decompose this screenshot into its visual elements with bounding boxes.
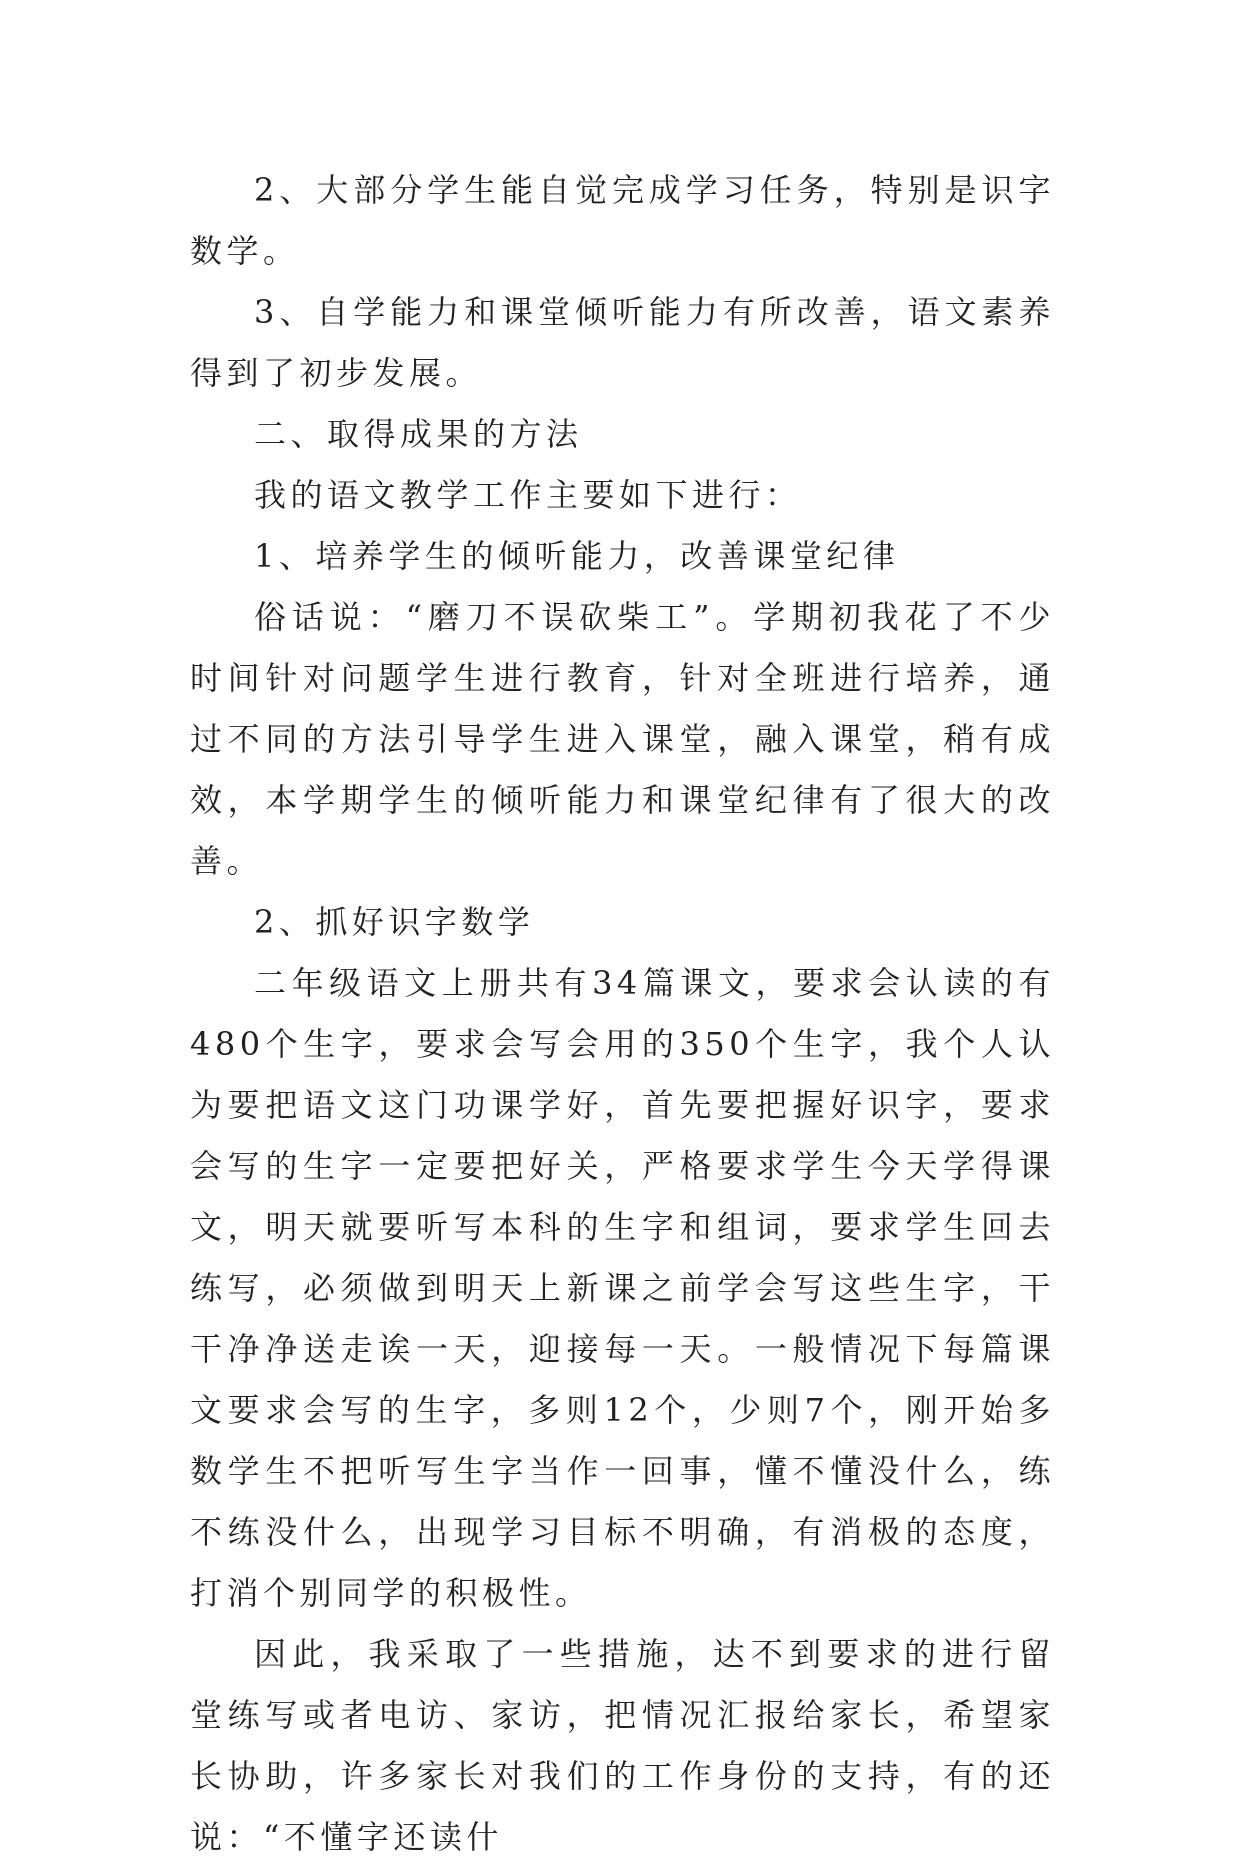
paragraph-measures: 因此，我采取了一些措施，达不到要求的进行留堂练写或者电访、家访，把情况汇报给家长，希望家长协助，许多家长对我们的工作身份的支持，有的还说：“不懂字还读什 — [190, 1635, 1055, 1856]
paragraph-listening: 俗话说：“磨刀不误砍柴工”。学期初我花了不少时间针对问题学生进行教育，针对全班进行培养，通过不同的方法引导学生进入课堂，融入课堂，稍有成效，本学期学生的倾听能力和课堂纪律有了很大的改善。 — [190, 598, 1055, 880]
section-heading-methods: 二、取得成果的方法 — [254, 415, 583, 453]
paragraph-item-2: 2、大部分学生能自觉完成学习任务，特别是识字数学。 — [190, 171, 1055, 270]
paragraph-literacy: 二年级语文上册共有34篇课文，要求会认读的有480个生字，要求会写会用的350个生字，我个人认为要把语文这门功课学好，首先要把握好识字，要求会写的生字一定要把好关，严格要求学生今天学得课文，明天就要听写本科的生字和组词，要求学生回去练写，必须做到明天上新课之前学会写这些生字，干干净净送走诶一天，迎接每一天。一般情况下每篇课文要求会写的生字，多则12个，少则7个，刚开始多数学生不把听写生字当作一回事，懂不懂没什么，练不练没什么，出现学习目标不明确，有消极的态度，打消个别同学的积极性。 — [190, 964, 1055, 1612]
subheading-literacy: 2、抓好识字数学 — [254, 903, 535, 941]
paragraph-item-3: 3、自学能力和课堂倾听能力有所改善，语文素养得到了初步发展。 — [190, 293, 1055, 392]
document-body — [190, 160, 1055, 1868]
paragraph-intro: 我的语文教学工作主要如下进行： — [254, 476, 802, 514]
subheading-listening: 1、培养学生的倾听能力，改善课堂纪律 — [254, 537, 900, 575]
